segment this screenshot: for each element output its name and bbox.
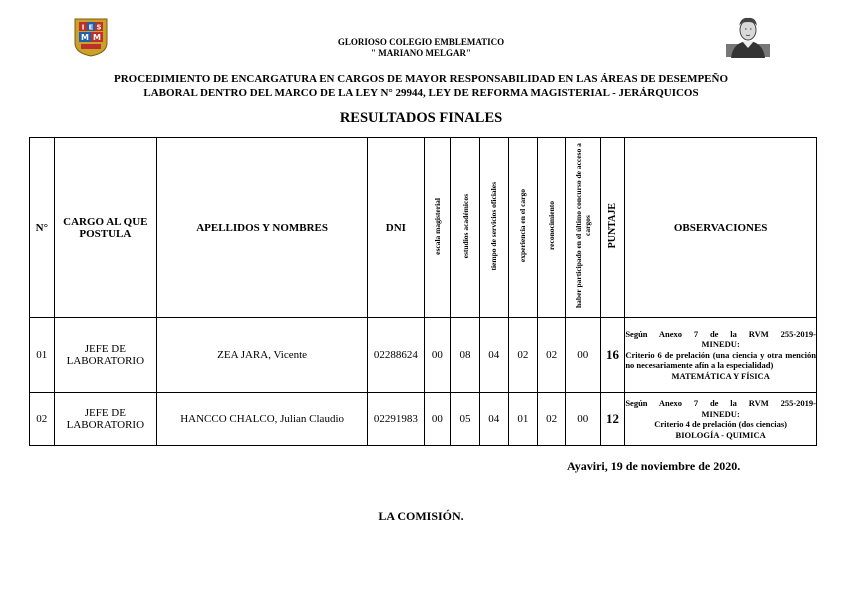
header-cargo: [54, 138, 156, 318]
commission-signature: LA COMISIÓN.: [378, 509, 464, 523]
cell-experiencia: 01: [508, 393, 538, 446]
cell-num: 01: [30, 318, 55, 393]
procedure-title-line1: PROCEDIMIENTO DE ENCARGATURA EN CARGOS DE MAYOR RESPONSABILIDAD EN LAS ÁREAS DE DESEMPEÑO: [113, 73, 729, 85]
cell-dni: 02291983: [368, 393, 424, 446]
header-nombres: APELLIDOS Y NOMBRES: [157, 138, 368, 318]
header-experiencia-label: experiencia en el cargo: [518, 189, 528, 263]
cell-estudios: 05: [451, 393, 480, 446]
header-tiempo-label: tiempo de servicios oficiales: [489, 181, 499, 271]
table-row: [30, 318, 817, 393]
header-puntaje-label: PUNTAJE: [607, 203, 619, 249]
date-place: Ayaviri, 19 de noviembre de 2020.: [567, 459, 741, 473]
svg-text:M: M: [81, 33, 89, 42]
header-dni: DNI: [368, 138, 424, 318]
header-concurso-label: haber participado en el último concurso de acceso a cargos: [573, 143, 592, 309]
header-reconocimiento: [538, 138, 566, 318]
cell-cargo: JEFE DE LABORATORIO: [54, 318, 156, 393]
header-escala-label: escala magisterial: [432, 197, 442, 255]
cell-tiempo: 04: [479, 318, 508, 393]
school-name-line2: " MARIANO MELGAR": [371, 48, 471, 58]
cell-nombre: ZEA JARA, Vicente: [157, 318, 368, 393]
obs-line2: MINEDU:: [701, 408, 740, 419]
cell-puntaje: 16: [600, 318, 625, 393]
header-experiencia: [508, 138, 538, 318]
cell-reconocimiento: 02: [538, 393, 566, 446]
table-row: [30, 393, 817, 446]
header-puntaje: [600, 138, 625, 318]
header-reconocimiento-label: reconocimiento: [547, 201, 557, 251]
cell-escala: 00: [424, 393, 451, 446]
obs-criterio: Criterio 4 de prelación (dos ciencias): [654, 419, 788, 429]
cell-tiempo: 04: [479, 393, 508, 446]
cell-puntaje: 12: [600, 393, 625, 446]
header-concurso: [565, 138, 600, 318]
header-estudios: [451, 138, 480, 318]
obs-line1: Según Anexo 7 de la RVM 255-2019-: [625, 328, 816, 339]
cell-concurso: 00: [565, 393, 600, 446]
cell-estudios: 08: [451, 318, 480, 393]
cell-escala: 00: [424, 318, 451, 393]
header-escala: [424, 138, 451, 318]
header-estudios-label: estudios académicos: [460, 193, 470, 259]
svg-text:M: M: [93, 33, 101, 42]
obs-line2: MINEDU:: [701, 339, 740, 350]
obs-criterio: Criterio 6 de prelación (una ciencia y otra mención no necesariamente afín a la especialidad): [625, 349, 816, 371]
procedure-title-line2: LABORAL DENTRO DEL MARCO DE LA LEY N° 29944, LEY DE REFORMA MAGISTERIAL - JERÁRQUICOS: [143, 87, 699, 99]
cell-reconocimiento: 02: [538, 318, 566, 393]
header-cargo-label: CARGO AL QUE POSTULA: [63, 215, 148, 240]
header-observaciones: OBSERVACIONES: [625, 138, 817, 318]
svg-text:S: S: [96, 23, 102, 32]
results-table: [29, 137, 817, 446]
header-tiempo: [479, 138, 508, 318]
school-name-line1: GLORIOSO COLEGIO EMBLEMATICO: [337, 37, 505, 47]
cell-dni: 02288624: [368, 318, 424, 393]
svg-text:E: E: [88, 23, 94, 32]
svg-text:I: I: [81, 23, 85, 32]
cell-observaciones: [625, 393, 817, 446]
header-num: N°: [30, 138, 55, 318]
cell-num: 02: [30, 393, 55, 446]
table-header-row: [30, 138, 817, 318]
obs-area: BIOLOGÍA - QUIMICA: [675, 429, 766, 440]
cell-concurso: 00: [565, 318, 600, 393]
obs-line1: Según Anexo 7 de la RVM 255-2019-: [625, 398, 816, 408]
cell-experiencia: 02: [508, 318, 538, 393]
cell-nombre: HANCCO CHALCO, Julian Claudio: [157, 393, 368, 446]
results-title: RESULTADOS FINALES: [339, 110, 503, 126]
cell-observaciones: [625, 318, 817, 393]
obs-area: MATEMÁTICA Y FÍSICA: [671, 370, 770, 381]
cell-cargo: JEFE DE LABORATORIO: [54, 393, 156, 446]
